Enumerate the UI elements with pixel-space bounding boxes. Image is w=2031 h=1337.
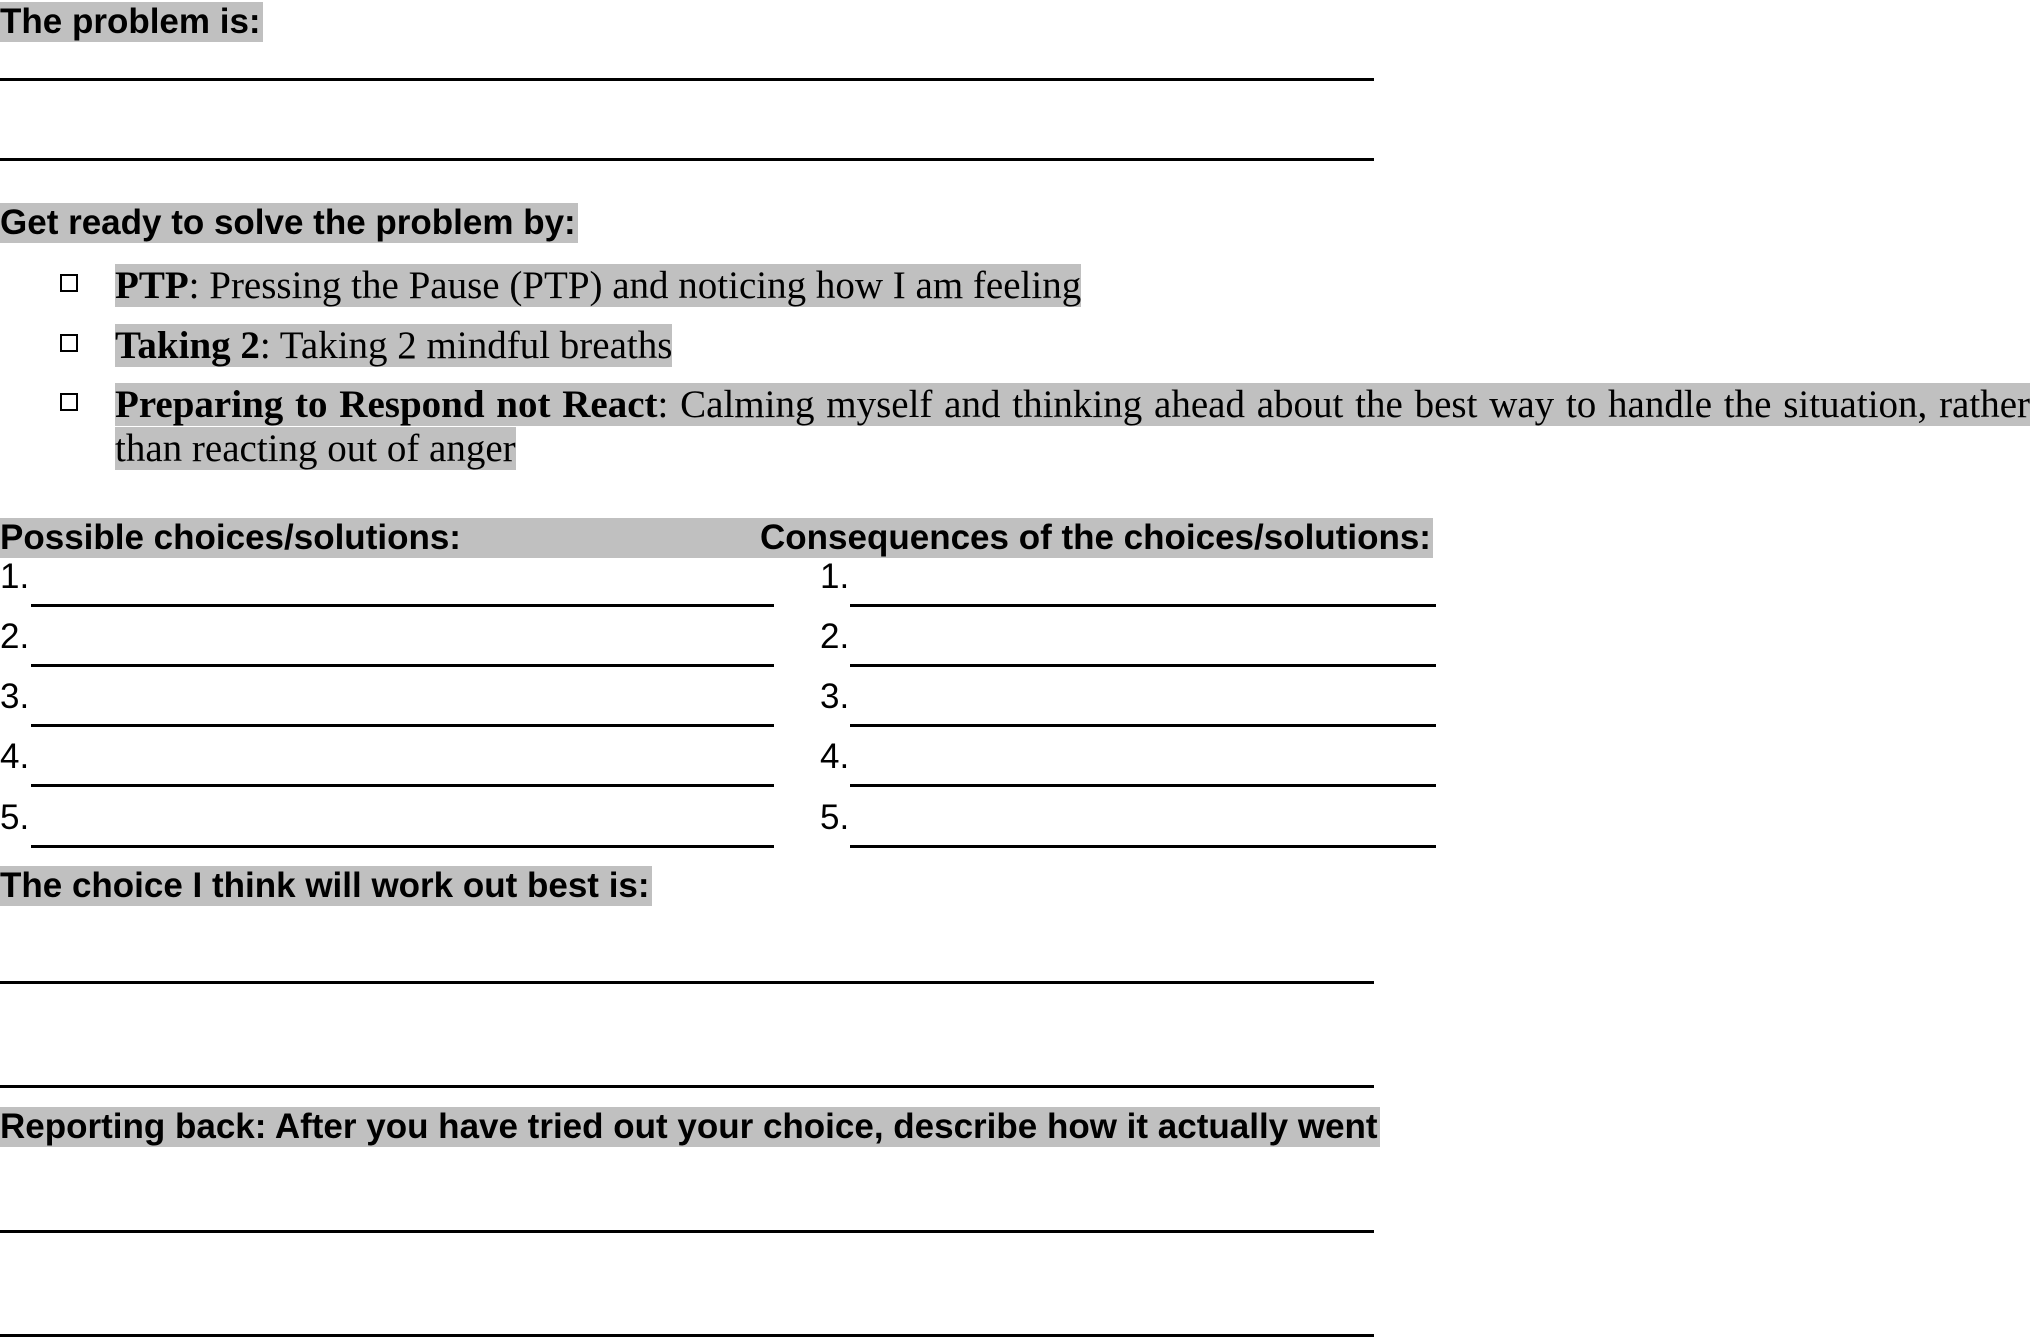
problem-answer-line-1[interactable] <box>0 78 1374 81</box>
consequences-heading: Consequences of the choices/solutions: <box>760 518 1431 557</box>
checkbox-icon[interactable] <box>60 274 78 292</box>
choice-row-1 <box>0 557 774 607</box>
consequence-answer-line[interactable] <box>850 845 1436 848</box>
consequence-answer-line[interactable] <box>850 664 1436 667</box>
consequence-row-4 <box>820 737 1436 787</box>
checklist-item-taking-2 <box>60 324 2030 368</box>
consequence-row-5 <box>820 798 1436 848</box>
choice-answer-line[interactable] <box>31 784 774 787</box>
consequence-answer-line[interactable] <box>850 784 1436 787</box>
choice-number: 2. <box>0 617 30 656</box>
consequence-number: 3. <box>820 677 850 716</box>
checklist-item-respond-not-react <box>60 383 2030 473</box>
choice-row-4 <box>0 737 774 787</box>
choice-number: 4. <box>0 737 30 776</box>
checklist-item-taking-2-text: : Taking 2 mindful breaths <box>259 324 673 367</box>
checklist-item-ptp <box>60 264 2030 308</box>
checkbox-icon[interactable] <box>60 334 78 352</box>
choice-answer-line[interactable] <box>31 724 774 727</box>
choice-number: 5. <box>0 798 30 837</box>
checklist-item-respond-text: : Calming myself and thinking ahead about the best way to handle the situation, rather than reacting out of anger <box>115 383 2030 470</box>
best-choice-heading: The choice I think will work out best is: <box>0 866 650 905</box>
checklist-item-respond-title: Preparing to Respond not React <box>115 383 658 426</box>
problem-answer-line-2[interactable] <box>0 158 1374 161</box>
consequence-row-2 <box>820 617 1436 667</box>
problem-heading: The problem is: <box>0 2 261 41</box>
consequence-answer-line[interactable] <box>850 724 1436 727</box>
choice-number: 1. <box>0 557 30 596</box>
reporting-back-heading: Reporting back: After you have tried out your choice, describe how it actually went <box>0 1107 1378 1146</box>
choice-number: 3. <box>0 677 30 716</box>
consequence-number: 1. <box>820 557 850 596</box>
consequence-row-1 <box>820 557 1436 607</box>
reporting-back-answer-line-1[interactable] <box>0 1230 1374 1233</box>
choice-answer-line[interactable] <box>31 664 774 667</box>
checklist-item-taking-2-title: Taking 2 <box>115 324 260 367</box>
checklist-item-ptp-title: PTP <box>115 264 189 307</box>
consequence-answer-line[interactable] <box>850 604 1436 607</box>
consequence-row-3 <box>820 677 1436 727</box>
get-ready-heading: Get ready to solve the problem by: <box>0 203 576 242</box>
best-choice-answer-line-1[interactable] <box>0 981 1374 984</box>
checkbox-icon[interactable] <box>60 393 78 411</box>
choice-row-5 <box>0 798 774 848</box>
choice-row-3 <box>0 677 774 727</box>
checklist-item-ptp-text: : Pressing the Pause (PTP) and noticing how I am feeling <box>188 264 1082 307</box>
choice-row-2 <box>0 617 774 667</box>
consequence-number: 2. <box>820 617 850 656</box>
best-choice-answer-line-2[interactable] <box>0 1085 1374 1088</box>
consequence-number: 4. <box>820 737 850 776</box>
choices-heading: Possible choices/solutions: <box>0 518 760 558</box>
choice-answer-line[interactable] <box>31 604 774 607</box>
consequence-number: 5. <box>820 798 850 837</box>
choice-answer-line[interactable] <box>31 845 774 848</box>
